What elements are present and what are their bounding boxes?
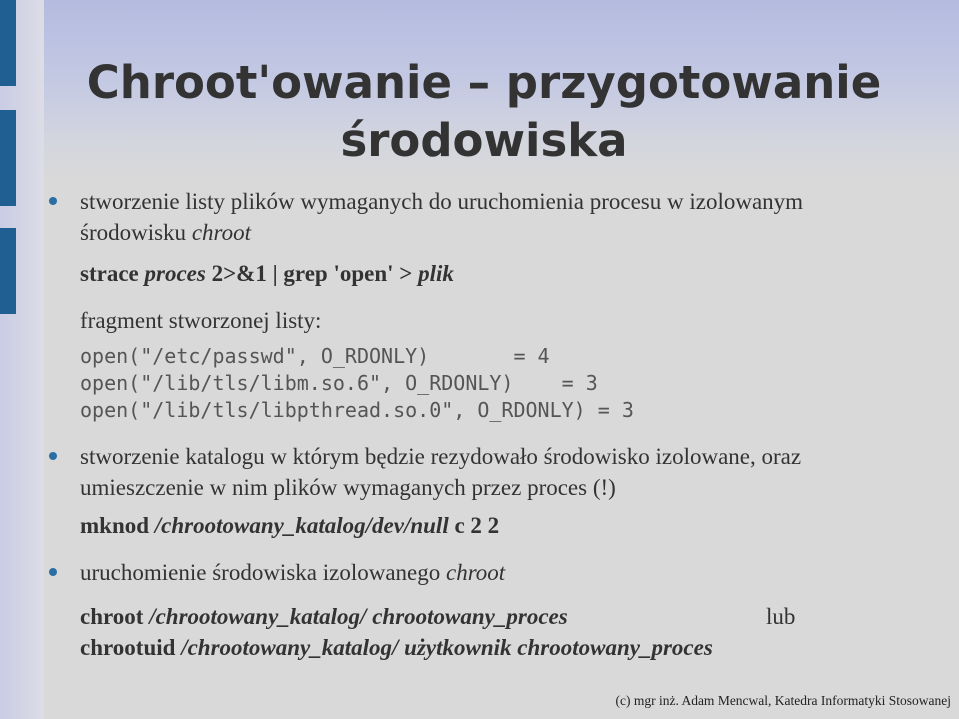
left-strip (0, 0, 44, 719)
command-strace-part3: 2>&1 | grep 'open' > (205, 261, 419, 286)
bullet1-line2-em: chroot (191, 220, 252, 245)
bullet1-text (80, 186, 803, 248)
code-line-3: open("/lib/tls/libpthread.so.0", O_RDONLY) = 3 (80, 398, 634, 422)
command-chrootuid-part1: chrootuid (80, 635, 182, 660)
bullet2-line2: umieszczenie w nim plików wymaganych przez proces (!) (80, 475, 616, 500)
accent-bar-bottom (0, 228, 16, 314)
code-line-2: open("/lib/tls/libm.so.6", O_RDONLY) = 3 (80, 371, 598, 395)
bullet-dot (49, 568, 57, 576)
bullet-dot (49, 197, 57, 205)
command-mknod (80, 510, 499, 541)
command-strace-part4: plik (418, 261, 454, 286)
bullet-dot (49, 452, 57, 460)
slide-footer: (c) mgr inż. Adam Mencwal, Katedra Informatyki Stosowanej (615, 693, 951, 708)
slide-title-line2: środowiska (340, 114, 628, 167)
fragment-label: fragment stworzonej listy: (80, 308, 322, 333)
command-mknod-part3: c 2 2 (448, 513, 500, 538)
command-strace (80, 258, 454, 289)
command-chroot-part2: /chrootowany_katalog/ chrootowany_proces (149, 604, 568, 629)
bullet2-line1: stworzenie katalogu w którym będzie rezydowało środowisko izolowane, oraz (80, 444, 802, 469)
command-mknod-part2: /chrootowany_katalog/dev/null (154, 513, 449, 538)
command-chrootuid (80, 632, 713, 663)
bullet1-line1: stworzenie listy plików wymaganych do uruchomienia procesu w izolowanym (80, 189, 804, 214)
command-strace-part2: proces (144, 261, 206, 286)
bullet2-text (80, 441, 801, 503)
bullet1-line2 (80, 217, 803, 248)
command-chroot-or: lub (766, 604, 796, 629)
command-chroot-part1: chroot (80, 604, 150, 629)
command-chroot (80, 601, 568, 632)
command-mknod-part1: mknod (80, 513, 155, 538)
accent-bar-middle (0, 110, 16, 206)
bullet3-text-em: chroot (446, 560, 506, 585)
bullet1-line2-text: środowisku (80, 220, 192, 245)
bullet3-text-prefix: uruchomienie środowiska izolowanego (80, 560, 446, 585)
slide-title (44, 54, 924, 170)
bullet3-text (80, 557, 505, 588)
code-line-1: open("/etc/passwd", O_RDONLY) = 4 (80, 344, 550, 368)
accent-bar-top (0, 0, 16, 86)
command-strace-part1: strace (80, 261, 145, 286)
command-chrootuid-part2: /chrootowany_katalog/ użytkownik chrootowany_proces (181, 635, 713, 660)
slide-title-line1: Chroot'owanie – przygotowanie (86, 56, 882, 109)
